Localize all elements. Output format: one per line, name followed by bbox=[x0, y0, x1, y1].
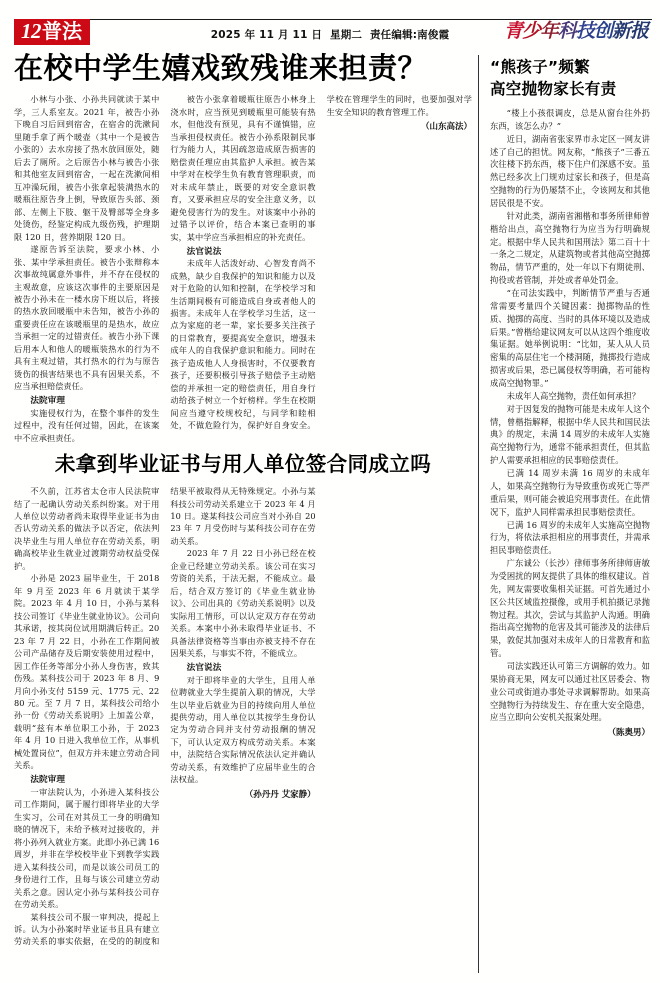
publication-weekday: 星期二 bbox=[330, 29, 363, 41]
logo-char-5: 技 bbox=[575, 20, 594, 42]
article1-paragraph: 未成年人活泼好动、心智发育尚不成熟，缺少自我保护的知识和能力以及对于危险的认知和控制，在学校学习和生活期间极有可能造成自身或者他人的损害。未成年人在学校学习生活，这一点为家庭的老一辈，家长要多关注孩子的日常教育，要提高安全意识，增强未成年人的自我保护意识和能力。同时在孩子造成他人人身损害时，不仅要教育孩子，还要积极引导孩子赔偿予主动赔偿的并承担一定的赔偿责任，用自身行动给孩子树立一个好榜样。学生在校期间应当遵守校规校纪，与同学和睦相处，不做危险行为，保护好自身安全。学校在管理学生的同时，也要加强对学生安全知识的教育管理工作。 bbox=[170, 94, 472, 431]
article2-body bbox=[14, 485, 472, 953]
article3-column bbox=[490, 56, 650, 738]
article1-subhead-trial: 法院审理 bbox=[30, 396, 66, 407]
article2-paragraph: 某科技公司不服一审判决，提起上诉。认为小孙案时毕业证书且具有建立劳动关系的事实依据，在受的的制度和结果平被取得从无特殊规定。小孙与某科技公司劳动关系建立于 2023 年 4 月 10 日。遂某科技公司应当对小孙自 2023 年 7 月受伤时与某科技公司存在劳动关系。 bbox=[14, 486, 316, 947]
logo-char-4: 科 bbox=[557, 20, 576, 42]
article3-paragraph: 针对此类，湖南省湘楷和事务所律师曾楷给出点，高空抛物行为应当为行明确规定。根据中华人民共和国刑法》第二百十十一条之二规定，从建筑物或者其他高空抛掷物品，情节严重的，处一年以下有期徒刑、拘役或者管制，并处或者单处罚金。 bbox=[490, 210, 650, 286]
column-divider bbox=[478, 55, 479, 973]
article2-byline: （孙丹丹 艾家静） bbox=[244, 789, 316, 800]
folio-page-number: 12 bbox=[21, 19, 41, 43]
article1-paragraph: 遂原告诉至法院，要求小林、小张、某中学承担责任。被告小张辩称本次事故纯属意外事件，并不存在侵权的主观故意，应该这次事件的主要原因是被告小孙未在一楼水房下班以后，将接的热水放回暖瓶中未告知，被告小孙的重要责任应在该暖瓶里的是热水，故应当承担一定的过错责任。被告小孙下课后用本人和他人的暖瓶装热水的行为不具有主观过错，其打热水的行为与原告烫伤的损害结果也不具有因果关系，不应当承担赔偿责任。 bbox=[14, 244, 160, 392]
logo-char-1: 青 bbox=[503, 20, 522, 42]
responsible-editor: 责任编辑:南俊霞 bbox=[369, 29, 450, 41]
article1-paragraph: 实施侵权行为，在整个事件的发生过程中，没有任何过错，因此，在该案中不应承担责任。 bbox=[14, 407, 160, 443]
article3-paragraph: 已满 14 周岁未满 16 周岁的未成年人，如果高空抛物行为导致重伤或死亡等严重后果，则可能会被追究刑事责任。在此情况下，监护人同样需承担民事赔偿责任。 bbox=[490, 468, 650, 517]
logo-char-8: 报 bbox=[629, 20, 648, 42]
article2-paragraph: 一审法院认为，小孙进入某科技公司工作期间，属于履行即将毕业的大学生实习，公司在对其员工一身的明确知晓的情况下，未给予核对过接收的，并将小孙列入就业方案。此即小孙已满 16 周岁，并非在学校校毕业下到教学实践进入某科技公司，而是以该公司员工的身份进行工作，且每与该公司建立劳动关系之意。因认定小孙与某科技公司存在劳动关系。 bbox=[14, 786, 160, 910]
article2-paragraph: 小孙是 2023 届毕业生，于 2018 年 9 月至 2023 年 6 月就读于某学院。2023 年 4 月 10 日，小孙与某科技公司签订《毕业生就业协议》。公司向其承诺，按其岗位试用期满后转正。2023 年 7 月 22 日，小孙在工作期间被公司产品储存及后期安装使用过程中，因工作任务等部分小孙人身伤害，致其伤残。某科技公司于 2023 年 8 月、9 月向小孙支付 5159 元、1775 元、2280 元。至 7 月 7 日，某科技公司给小孙一份《劳动关系说明》上加盖公章，载明“兹有本单位职工小孙，于 2023 年 4 月 10 日进入我单位工作，从事机械处置岗位”，但双方并未建立劳动合同关系。 bbox=[14, 573, 160, 771]
article3-headline bbox=[490, 56, 650, 100]
article3-paragraph: 司法实践还认可第三方调解的效力。如果协商无果，网友可以通过社区居委会、物业公司或街道办事处寻求调解帮助。如果高空抛物行为持续发生、存在重大安全隐患，应当立即向公安机关报案处理。 bbox=[490, 660, 650, 723]
article1-byline: （山东高法） bbox=[420, 122, 472, 133]
logo-char-3: 年 bbox=[539, 20, 558, 42]
article3-byline: （陈奥男） bbox=[607, 728, 650, 739]
article3-headline-line1: “熊孩子”频繁 bbox=[490, 58, 590, 76]
article3-paragraph: 近日，湖南省张家界市永定区一网友讲述了自己的担忧。网友称，“熊孩子”三番五次往楼下扔东西，楼下住户们深感不安。虽然已经多次上门规劝过家长和孩子，但是高空抛物的行为仍屡禁不止，令该网友和其他居民很是不安。 bbox=[490, 133, 650, 209]
article1-paragraph: 被告小张拿着暖瓶往原告小林身上浇水时，应当预见到暖瓶里可能装有热水，但他没有预见，具有不谨慎错，应当承担侵权责任。被告小孙系限制民事行为能力人，其因疏忽造成原告损害的赔偿责任理应由其监护人承担。被告某中学对在校学生负有教育管理职责，而对未成年禁止，既要的对安全意识教育，又要承担应尽的安全注意义务，以避免侵害行为的发生。对该案中小孙的过错予以评价，结合本案已查明的事实，某中学应当承担相应的补充责任。 bbox=[170, 94, 316, 242]
logo-char-7: 新 bbox=[611, 20, 630, 42]
article2-subhead-judge: 法官说法 bbox=[186, 663, 222, 674]
masthead bbox=[0, 0, 660, 50]
article3-paragraph: 未成年人高空抛物，责任如何承担？ bbox=[506, 390, 641, 401]
article2-subhead-trial: 法院审理 bbox=[30, 775, 66, 786]
article3-paragraph: “在司法实践中，判断情节严重与否通常需要考量四个关键因素：抛掷物品的性质、抛掷的高度、当时的具体环境以及造成后果。”曾楷给建议网友可以从这四个维度收集证据。她举例说明：“比如，某人从人员密集的高层住宅一个楼洞随，抛掷投行造成损害或后果，恐已属侵权等明确，若可能构成高空抛物罪。” bbox=[490, 288, 650, 389]
left-content-block bbox=[14, 52, 472, 953]
article2-paragraph: 2023 年 7 月 22 日小孙已经在校企业已经建立劳动关系。该公司在实习劳资的关系，于法无据，不能成立。最后，结合双方签订的《毕业生就业协议》、公司出具的《劳动关系说明》以及实际用工情形，可以认定双方存在劳动关系。本案中小孙未取得毕业证书、不具备法律资格等当事由亦被支持不存在因果关系，与事实不符，不能成立。 bbox=[170, 548, 316, 659]
article2-paragraph: 不久前，江苏省太仓市人民法院审结了一起确认劳动关系纠纷案。对于用人单位以劳动者尚未取得毕业证书为由否认劳动关系的做法予以否定，依法判决毕业生与用人单位存在劳动关系，明确高校毕业生就业过渡期劳动权益受保护。 bbox=[14, 486, 160, 571]
article2-headline: 未拿到毕业证书与用人单位签合同成立吗 bbox=[54, 452, 432, 477]
article1-paragraph: 小林与小张、小孙共同就读于某中学，三人系室友。2021 年，被告小孙下晚自习后回到宿舍，在宿舍的洗漱间里随手拿了两个暖壶（其中一个是被告小张的）去水房接了热水放回原处，随后去了厕所。之后原告小林与被告小张和其他室友回到宿舍，一起在洗漱间相互冲澡玩闹，被告小张拿起装满热水的暖瓶往原告身上倒，导致原告头部、颈部、左侧上下肢、躯干及臀部等全身多处烫伤，经鉴定构成九级伤残，护理期限 120 日，营养期限 120 日。 bbox=[14, 94, 160, 242]
article3-paragraph: 广东诚公（长沙）律师事务所律师唐敏为受困扰的网友提供了具体的维权建议。首先，网友需要收集相关证据。可首先通过小区公共区域监控摄像，或用手机拍摄记录抛物过程。其次，尝试与其监护人沟通。明确指出高空抛物的危害及其可能涉及的法律后果，敦促其加强对未成年人的日常教育和监管。 bbox=[490, 558, 650, 659]
article3-paragraph: 已满 16 周岁的未成年人实施高空抛物行为，将依法承担相应的刑事责任，并需承担民事赔偿责任。 bbox=[490, 519, 650, 556]
article2-paragraph: 对于即将毕业的大学生，且用人单位聘就业大学生提前入职的情况，大学生以毕业后就业为目的持续向用人单位提供劳动，用人单位以其按学生身份认定为劳动合同并支付劳动报酬的情况下，可认认定双方构成劳动关系。本案中，法院结合实际情况依法认定并确认劳动关系，有效维护了应届毕业生的合法权益。 bbox=[170, 674, 316, 785]
publication-date: 2025 年 11 月 11 日 bbox=[210, 29, 323, 41]
logo-char-6: 创 bbox=[593, 20, 612, 42]
article3-paragraph: “楼上小孩很调皮，总是从窗台往外扔东西，该怎么办？” bbox=[490, 108, 650, 131]
folio-section-name: 普法 bbox=[42, 19, 82, 43]
article1-subhead-judge: 法官说法 bbox=[186, 246, 222, 257]
logo-char-2: 少 bbox=[521, 20, 540, 42]
article1-body bbox=[14, 93, 472, 445]
article3-headline-line2: 高空抛物家长有责 bbox=[490, 80, 617, 98]
publication-logo bbox=[504, 16, 648, 43]
article3-paragraph: 对于因复发的抛物可能是未成年人这个情，曾楷指解释，根据中华人民共和国民法典》的规定，未满 14 周岁的未成年人实施高空抛物行为，通常不能承担责任，但其监护人需要承担相应的民事赔偿责任。 bbox=[490, 403, 650, 466]
article1-headline: 在校中学生嬉戏致残谁来担责？ bbox=[14, 51, 428, 85]
